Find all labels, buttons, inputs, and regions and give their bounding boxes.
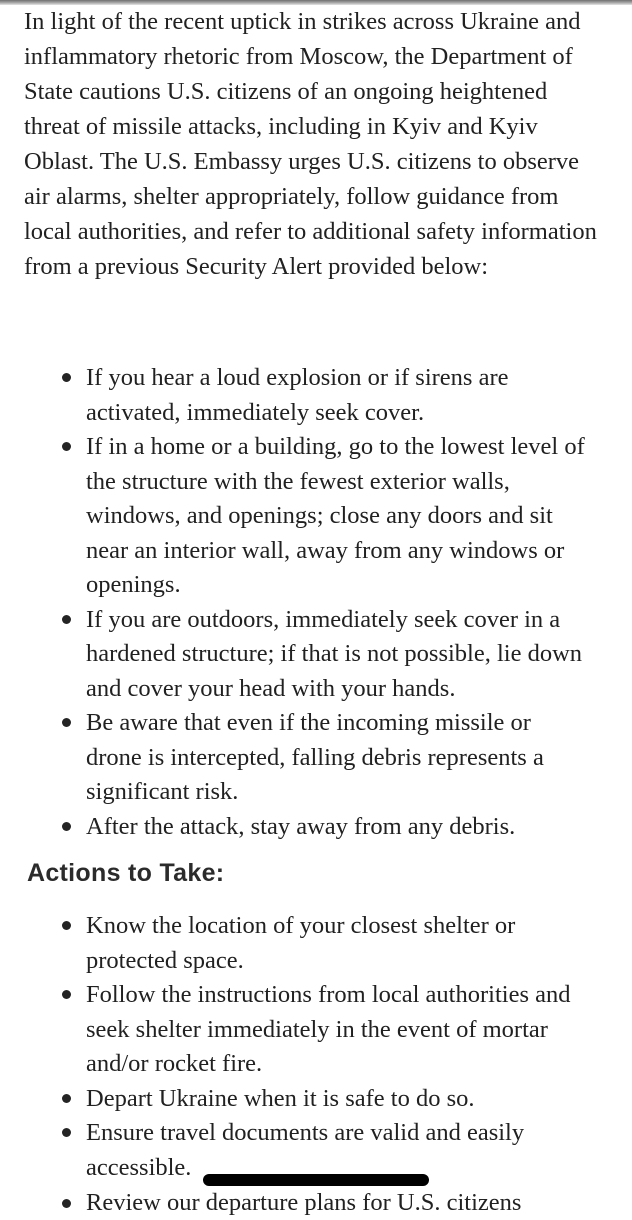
top-edge-artifact [0, 0, 632, 5]
intro-line: State cautions U.S. citizens of an ongoing heightened [24, 74, 614, 109]
actions-list [24, 909, 614, 1220]
intro-line: from a previous Security Alert provided below: [24, 249, 614, 284]
list-item-line: Depart Ukraine when it is safe to do so. [86, 1082, 614, 1117]
list-item-line: hardened structure; if that is not possible, lie down [86, 637, 614, 672]
list-item-line [86, 1151, 614, 1186]
list-item-line: protected space. [86, 944, 614, 979]
list-item-line: openings. [86, 568, 614, 603]
list-item-line: near an interior wall, away from any windows or [86, 534, 614, 569]
list-item-line: and cover your head with your hands. [86, 672, 614, 707]
intro-line: inflammatory rhetoric from Moscow, the Department of [24, 39, 614, 74]
list-item [86, 1116, 614, 1186]
intro-line: In light of the recent uptick in strikes across Ukraine and [24, 4, 614, 39]
intro-line: Oblast. The U.S. Embassy urges U.S. citizens to observe [24, 144, 614, 179]
list-item [86, 909, 614, 978]
list-item-line: Ensure travel documents are valid and easily [86, 1116, 614, 1151]
list-item-line: If you are outdoors, immediately seek cover in a [86, 603, 614, 638]
intro-line: air alarms, shelter appropriately, follow guidance from [24, 179, 614, 214]
list-item-line: If you hear a loud explosion or if sirens are [86, 361, 614, 396]
shelter-guidance-list [24, 361, 614, 844]
list-item-line-text: accessible. [86, 1154, 191, 1181]
list-item-line: windows, and openings; close any doors and sit [86, 499, 614, 534]
list-item [86, 810, 614, 845]
list-item-line: the structure with the fewest exterior walls, [86, 465, 614, 500]
list-item-line: After the attack, stay away from any debris. [86, 810, 614, 845]
list-item [86, 1082, 614, 1117]
list-item-line: seek shelter immediately in the event of mortar [86, 1013, 614, 1048]
list-item-line: drone is intercepted, falling debris represents a [86, 741, 614, 776]
list-item-line: significant risk. [86, 775, 614, 810]
list-item-line: and/or rocket fire. [86, 1047, 614, 1082]
list-item [86, 361, 614, 430]
list-item-line: Follow the instructions from local authorities and [86, 978, 614, 1013]
list-item [86, 603, 614, 707]
intro-paragraph [24, 0, 614, 284]
list-item [86, 706, 614, 810]
list-item-line: If in a home or a building, go to the lowest level of [86, 430, 614, 465]
list-item-line: Be aware that even if the incoming missile or [86, 706, 614, 741]
redaction-bar [203, 1174, 429, 1186]
list-item-line: activated, immediately seek cover. [86, 396, 614, 431]
intro-line: threat of missile attacks, including in Kyiv and Kyiv [24, 109, 614, 144]
list-item-line: Review our departure plans for U.S. citizens [86, 1186, 614, 1220]
list-item-clipped [86, 1186, 614, 1220]
intro-line: local authorities, and refer to additional safety information [24, 214, 614, 249]
list-item-line: Know the location of your closest shelter or [86, 909, 614, 944]
actions-heading: Actions to Take: [24, 855, 614, 891]
list-item [86, 430, 614, 603]
list-item [86, 978, 614, 1082]
